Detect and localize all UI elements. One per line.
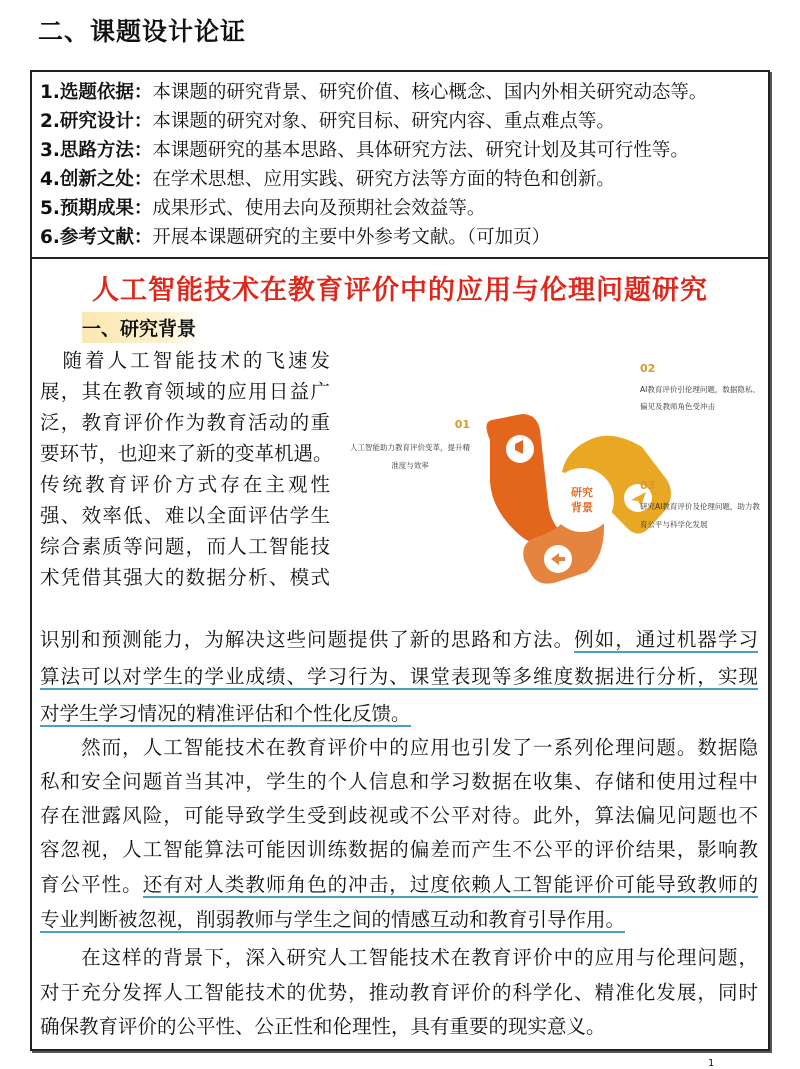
body-text: 展，其在教育领域的应用日益广: [40, 380, 330, 403]
body-text: 确保教育评价的公平性、公正性和伦理性，具有重要的现实意义。: [40, 1015, 606, 1038]
highlighted-text: 算法可以对学生的学业成绩、学习行为、课堂表现等多维度数据进行分析，实现: [40, 665, 758, 688]
body-line: [40, 563, 330, 593]
requirement-row: [40, 107, 615, 136]
requirement-text: 在学术思想、应用实践、研究方法等方面的特色和创新。: [152, 169, 615, 190]
body-text: 容忽视，人工智能算法可能因训练数据的偏差而产生不公平的评价结果，影响教: [40, 838, 758, 861]
body-line: [40, 699, 758, 729]
body-text: 要环节，也迎来了新的变革机遇。: [40, 442, 333, 465]
body-text: 术凭借其强大的数据分析、模式: [40, 566, 330, 589]
requirement-row: [40, 165, 615, 194]
body-text: 随着人工智能技术的飞速发: [40, 349, 330, 372]
body-line: [40, 870, 758, 900]
body-line: [40, 1012, 758, 1042]
body-line: [40, 501, 330, 531]
body-line: [40, 346, 330, 376]
item-03-num: 03: [640, 479, 656, 492]
body-line: [40, 835, 758, 865]
item-02-text: AI教育评价引伦理问题，数据隐私、: [640, 385, 760, 394]
divider: [32, 257, 768, 259]
requirement-text: 成果形式、使用去向及预期社会效益等。: [152, 198, 486, 219]
requirement-row: [40, 223, 550, 252]
body-text: 综合素质等问题，而人工智能技: [40, 535, 330, 558]
requirement-label: 1.选题依据：: [40, 82, 153, 103]
item-01-num: 01: [454, 418, 470, 431]
body-text: 育公平性。: [40, 873, 143, 896]
body-line: [40, 801, 758, 831]
requirement-label: 4.创新之处：: [40, 169, 153, 190]
highlighted-text: 还有对人类教师角色的冲击，过度依赖人工智能评价可能导致教师的: [142, 873, 758, 896]
research-background-diagram: [342, 352, 772, 602]
svg-text:偏见及教师角色受冲击: 偏见及教师角色受冲击: [640, 402, 715, 411]
body-line: [40, 532, 330, 562]
requirement-text: 开展本课题研究的主要中外参考文献。（可加页）: [152, 227, 551, 248]
requirement-row: [40, 136, 689, 165]
body-text: 私和安全问题首当其冲，学生的个人信息和学习数据在收集、存储和使用过程中: [40, 770, 758, 793]
body-text: 识别和预测能力，为解决这些问题提供了新的思路和方法。: [40, 628, 575, 651]
requirement-label: 5.预期成果：: [40, 198, 153, 219]
body-line: [40, 625, 758, 655]
requirement-label: 2.研究设计：: [40, 111, 153, 132]
requirement-row: [40, 194, 485, 223]
svg-text:准度与效率: 准度与效率: [391, 461, 429, 470]
body-line: [40, 470, 330, 500]
form-box: [30, 70, 770, 1051]
body-line: [40, 943, 758, 973]
item-01-text: 人工智能助力教育评价变革，提升精: [350, 443, 470, 452]
highlighted-text: 对学生学习情况的精准评估和个性化反馈。: [40, 702, 411, 725]
highlighted-text: 例如，通过机器学习: [574, 628, 758, 651]
svg-text:背景: 背景: [571, 501, 593, 514]
item-03-text: 研究AI教育评价及伦理问题，助力教: [640, 502, 760, 511]
body-line: [40, 978, 758, 1008]
body-line: [40, 733, 758, 763]
body-text: 泛，教育评价作为教育活动的重: [40, 411, 330, 434]
paper-title: 人工智能技术在教育评价中的应用与伦理问题研究: [92, 275, 708, 306]
body-text: 在这样的背景下，深入研究人工智能技术在教育评价中的应用与伦理问题，: [40, 946, 758, 969]
body-line: [40, 408, 330, 438]
body-text: 存在泄露风险，可能导致学生受到歧视或不公平对待。此外，算法偏见问题也不: [40, 804, 758, 827]
requirement-row: [40, 78, 707, 107]
body-line: [40, 662, 758, 692]
subsection-heading: 一、研究背景: [82, 312, 202, 343]
section-heading: 二、课题设计论证: [38, 17, 247, 46]
center-label: 研究: [571, 486, 593, 499]
requirement-text: 本课题的研究背景、研究价值、核心概念、国内外相关研究动态等。: [152, 82, 708, 103]
requirement-text: 本课题的研究对象、研究目标、研究内容、重点难点等。: [152, 111, 615, 132]
body-text: 然而，人工智能技术在教育评价中的应用也引发了一系列伦理问题。数据隐: [40, 736, 758, 759]
body-line: [40, 905, 758, 935]
item-03-text-line2: 育公平与科学化发展: [640, 520, 708, 529]
body-line: [40, 377, 330, 407]
requirement-text: 本课题研究的基本思路、具体研究方法、研究计划及其可行性等。: [152, 140, 689, 161]
body-text: 对于充分发挥人工智能技术的优势，推动教育评价的科学化、精准化发展，同时: [40, 981, 758, 1004]
page-number: 1: [708, 1058, 715, 1069]
requirement-label: 3.思路方法：: [40, 140, 153, 161]
body-line: [40, 767, 758, 797]
body-line: [40, 439, 333, 469]
highlighted-text: 专业判断被忽视，削弱教师与学生之间的情感互动和教育引导作用。: [40, 908, 626, 931]
body-text: 传统教育评价方式存在主观性: [40, 473, 330, 496]
item-02-num: 02: [640, 362, 656, 375]
requirement-label: 6.参考文献：: [40, 227, 153, 248]
body-text: 强、效率低、难以全面评估学生: [40, 504, 330, 527]
